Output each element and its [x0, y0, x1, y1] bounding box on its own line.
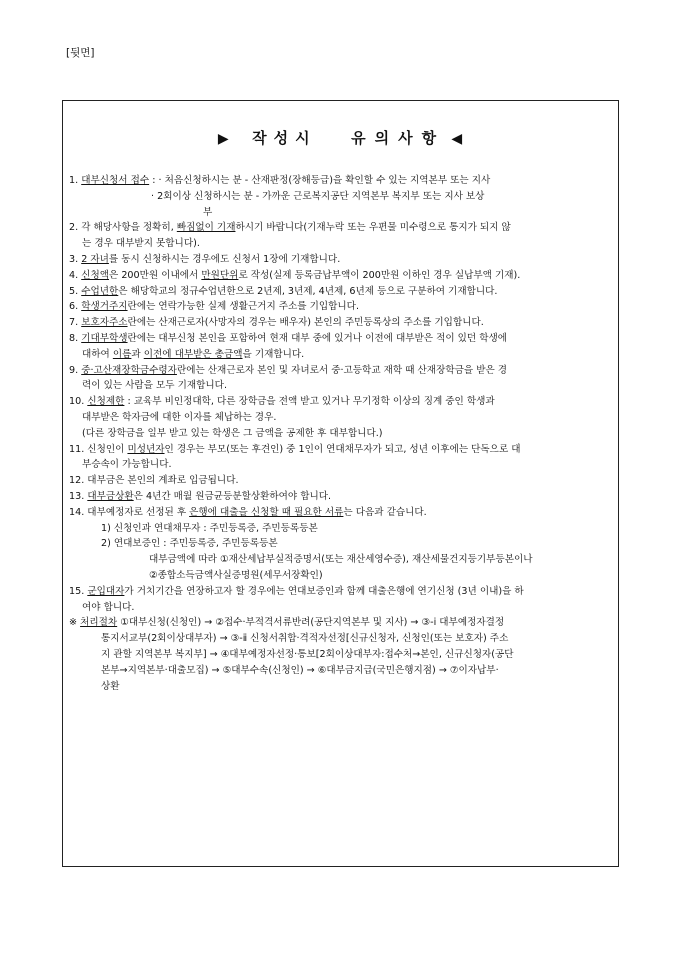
item-12: 12. 대부금은 본인의 계좌로 입금됩니다.: [69, 475, 239, 487]
item-4: 4. 신청액은 200만원 이내에서 만원단위로 작성(실제 등록금납부액이 200만원 이하인 경우 실납부액 기재).: [69, 269, 521, 281]
item-15: 15. 군입대자가 거치기간을 연장하고자 할 경우에는 연대보증인과 함께 대출은행에 연기신청 (3년 이내)을 하: [69, 585, 524, 597]
instructions-box: [62, 100, 619, 867]
item-8-cont: 대하여 이름과 이전에 대부받은 총금액을 기재합니다.: [82, 348, 305, 360]
item-9: 9. 중·고산재장학금수령자란에는 산재근로자 본인 및 자녀로서 중·고등학교 재학 때 산재장학금을 받은 경: [69, 364, 508, 376]
item-7: 7. 보호자주소란에는 산재근로자(사망자의 경우는 배우자) 본인의 주민등록상의 주소를 기입합니다.: [69, 317, 484, 329]
item-5: 5. 수업년한은 해당학교의 정규수업년한으로 2년제, 3년제, 4년제, 6년제 등으로 구분하여 기재합니다.: [69, 285, 498, 297]
process-steps-cont-4: 상환: [101, 680, 120, 692]
item-9-cont: 력이 있는 사람을 모두 기재합니다.: [82, 380, 227, 392]
item-8: 8. 기대부학생란에는 대부신청 본인을 포함하여 현재 대부 중에 있거나 이전에 대부받은 적이 있던 학생에: [69, 332, 508, 344]
page-title: [63, 127, 618, 148]
item-2-cont: 는 경우 대부받지 못합니다).: [82, 238, 200, 250]
item-3: 3. 2 자녀를 동시 신청하시는 경우에도 신청서 1장에 기재합니다.: [69, 253, 341, 265]
item-14-sub-2-detail: 대부금액에 따라 ①재산세납부실적증명서(또는 재산세영수증), 재산세물건지등기부등본이나: [149, 554, 533, 566]
item-14-sub-1: 1) 신청인과 연대채무자 : 주민등록증, 주민등록등본: [101, 522, 318, 534]
item-1-cont-2: 부: [203, 206, 213, 218]
item-10-cont: 대부받은 학자금에 대한 이자를 체납하는 경우.: [82, 411, 277, 423]
left-triangle-icon: ◀: [451, 131, 464, 147]
item-15-cont: 여야 합니다.: [82, 601, 135, 613]
item-14-sub-2-detail-2: ②종합소득금액사실증명원(세무서장확인): [149, 569, 323, 581]
item-2: 2. 각 해당사항을 정확히, 빠짐없이 기재하시기 바랍니다(기재누락 또는 우편물 미수령으로 통지가 되지 않: [69, 222, 511, 234]
item-14-sub-2: 2) 연대보증인 : 주민등록증, 주민등록등본: [101, 538, 278, 550]
right-triangle-icon: ▶: [217, 131, 230, 147]
process-steps: ※ 처리절차 ①대부신청(신청인) → ②접수·부적격서류반려(공단지역본부 및 지사) → ③-ⅰ 대부예정자결정: [69, 617, 505, 629]
item-11: 11. 신청인이 미성년자인 경우는 부모(또는 후견인) 중 1인이 연대채무자가 되고, 성년 이후에는 단독으로 대: [69, 443, 521, 455]
process-steps-cont-2: 지 관할 지역본부 복지부] → ④대부예정자선정·통보[2회이상대부자:접수처→본인, 신규신청자(공단: [101, 648, 514, 660]
item-14: 14. 대부예정자로 선정된 후 은행에 대출을 신청할 때 필요한 서류는 다음과 같습니다.: [69, 506, 427, 518]
process-steps-cont-1: 통지서교부(2회이상대부자) → ③-ⅱ 신청서취합·격적자선정[신규신청자, 신청인(또는 보호자) 주소: [101, 633, 509, 645]
item-1-cont: · 2회이상 신청하시는 분 - 가까운 근로복지공단 지역본부 복지부 또는 지사 보상: [151, 190, 485, 202]
item-10: 10. 신청제한 : 교육부 비인정대학, 다른 장학금을 전액 받고 있거나 무기정학 이상의 징계 중인 학생과: [69, 396, 495, 408]
process-steps-cont-3: 본부→지역본부·대출모집) → ⑤대부수속(신청인) → ⑥대부금지급(국민은행지점) → ⑦이자납부·: [101, 664, 499, 676]
item-1: 1. 대부신청서 접수 : · 처음신청하시는 분 - 산재판정(장해등급)을 확인할 수 있는 지역본부 또는 지사: [69, 175, 491, 186]
item-10-note: (다른 장학금을 일부 받고 있는 학생은 그 금액을 공제한 후 대부합니다.): [82, 427, 383, 439]
back-side-label: [뒷면]: [66, 47, 95, 59]
item-13: 13. 대부금상환은 4년간 매월 원금균등분할상환하여야 합니다.: [69, 490, 332, 502]
item-11-cont: 부승속이 가능합니다.: [82, 459, 172, 471]
instruction-list: [69, 173, 608, 694]
title-part-1: 작성시: [252, 129, 317, 147]
title-part-2: 유의사항: [351, 129, 446, 147]
item-6: 6. 학생거주지란에는 연락가능한 실제 생활근거지 주소를 기입합니다.: [69, 301, 359, 313]
